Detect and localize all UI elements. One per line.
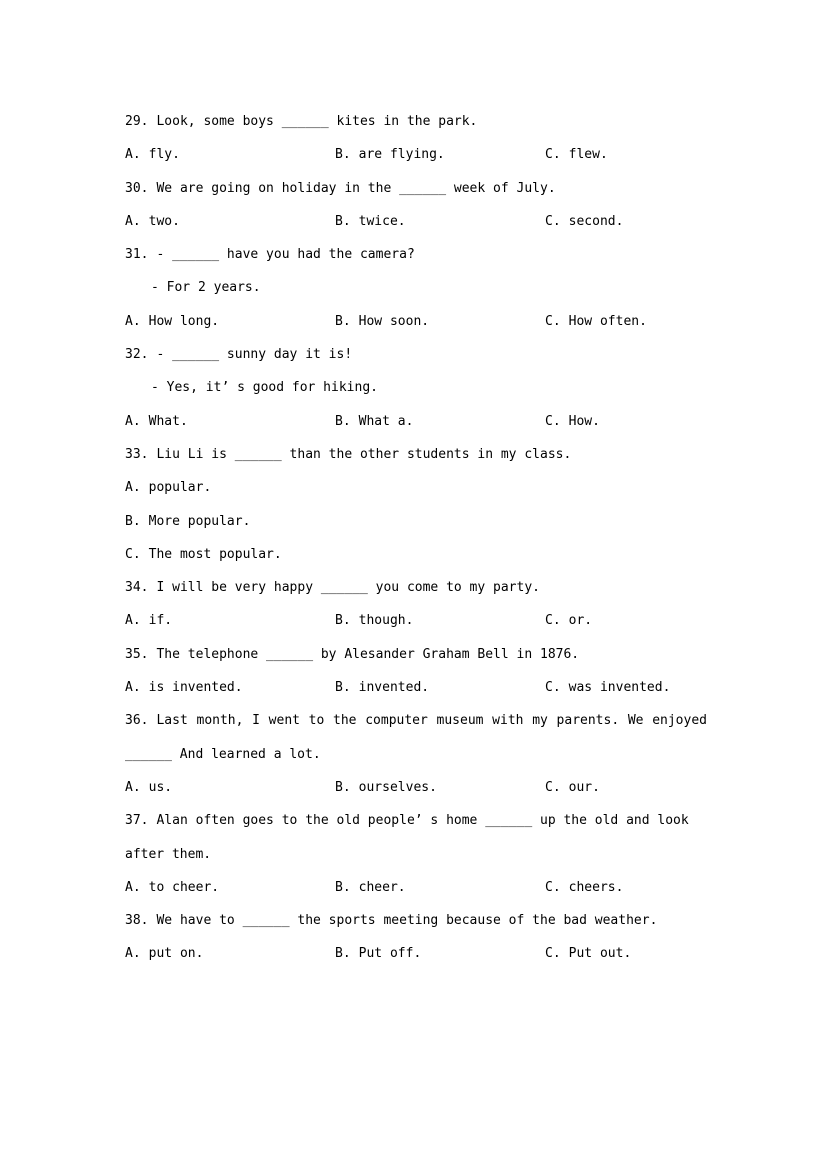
question-37-block xyxy=(125,804,707,904)
option-a xyxy=(125,871,335,904)
option-label: B. xyxy=(125,513,141,529)
question-number: 38. xyxy=(125,913,149,929)
question-text: I will be very happy ______ you come to my party. xyxy=(156,580,540,596)
question-number: 31. xyxy=(125,247,149,263)
option-c xyxy=(125,538,707,571)
question-32-block xyxy=(125,338,707,438)
option-c xyxy=(545,671,670,704)
options-row xyxy=(125,405,707,438)
question-line-2 xyxy=(125,371,707,404)
option-text: though. xyxy=(358,613,414,629)
question-line-2 xyxy=(125,271,707,304)
question-number: 36. xyxy=(125,713,149,729)
option-c xyxy=(545,871,623,904)
option-a xyxy=(125,604,335,637)
option-text: was invented. xyxy=(568,680,671,696)
options-row xyxy=(125,604,707,637)
option-text: is invented. xyxy=(148,680,243,696)
option-label: B. xyxy=(335,313,351,329)
option-label: C. xyxy=(545,779,561,795)
option-label: B. xyxy=(335,779,351,795)
option-b xyxy=(335,405,545,438)
option-label: A. xyxy=(125,313,141,329)
option-label: A. xyxy=(125,946,141,962)
question-31-block xyxy=(125,238,707,338)
option-label: C. xyxy=(125,546,141,562)
options-row xyxy=(125,138,707,171)
option-text: Put off. xyxy=(358,946,422,962)
question-line-2 xyxy=(125,738,707,771)
option-label: A. xyxy=(125,147,141,163)
question-text: Look, some boys ______ kites in the park. xyxy=(156,114,478,129)
question-30-block xyxy=(125,172,707,239)
option-text: are flying. xyxy=(358,147,445,163)
option-b xyxy=(335,205,545,238)
option-text: twice. xyxy=(358,213,406,229)
option-text: us. xyxy=(148,779,173,795)
option-c xyxy=(545,604,592,637)
option-label: C. xyxy=(545,147,561,163)
question-text: - ______ have you had the camera? xyxy=(156,247,415,263)
option-text: or. xyxy=(568,613,593,629)
option-b xyxy=(335,871,545,904)
question-text: - For 2 years. xyxy=(151,280,261,296)
option-text: Put out. xyxy=(568,946,632,962)
option-text: to cheer. xyxy=(148,879,220,895)
question-number: 32. xyxy=(125,347,149,363)
option-label: C. xyxy=(545,413,561,429)
option-label: A. xyxy=(125,413,141,429)
option-text: put on. xyxy=(148,946,204,962)
question-line xyxy=(125,704,707,737)
option-text: fly. xyxy=(148,147,180,163)
question-line xyxy=(125,172,707,205)
option-label: A. xyxy=(125,879,141,895)
option-label: A. xyxy=(125,613,141,629)
question-line xyxy=(125,338,707,371)
options-row xyxy=(125,305,707,338)
options-row xyxy=(125,871,707,904)
option-label: A. xyxy=(125,480,141,496)
options-row xyxy=(125,937,707,970)
options-row xyxy=(125,771,707,804)
question-text: We are going on holiday in the ______ week of July. xyxy=(156,180,556,196)
question-text: - Yes, it’ s good for hiking. xyxy=(151,380,378,396)
option-text: More popular. xyxy=(148,513,251,529)
question-text: The telephone ______ by Alesander Graham Bell in 1876. xyxy=(156,646,580,662)
options-row xyxy=(125,671,707,704)
option-label: B. xyxy=(335,213,351,229)
option-b xyxy=(335,138,545,171)
option-label: C. xyxy=(545,680,561,696)
option-c xyxy=(545,305,647,338)
option-c xyxy=(545,405,600,438)
option-label: C. xyxy=(545,946,561,962)
option-label: B. xyxy=(335,147,351,163)
option-text: popular. xyxy=(148,480,212,496)
option-a xyxy=(125,937,335,970)
option-a xyxy=(125,205,335,238)
option-text: cheer. xyxy=(358,879,406,895)
question-line xyxy=(125,571,707,604)
option-label: B. xyxy=(335,946,351,962)
option-b xyxy=(335,604,545,637)
option-label: C. xyxy=(545,613,561,629)
option-label: C. xyxy=(545,313,561,329)
question-33-block xyxy=(125,438,707,571)
question-36-block xyxy=(125,704,707,804)
option-text: How. xyxy=(568,413,600,429)
question-number: 34. xyxy=(125,580,149,596)
question-34-block xyxy=(125,571,707,638)
option-text: two. xyxy=(148,213,180,229)
option-c xyxy=(545,771,600,804)
question-number: 29. xyxy=(125,114,149,129)
option-c xyxy=(545,937,631,970)
option-a xyxy=(125,471,707,504)
option-label: B. xyxy=(335,413,351,429)
question-text: Liu Li is ______ than the other students in my class. xyxy=(156,446,572,462)
option-label: B. xyxy=(335,879,351,895)
question-text: ______ And learned a lot. xyxy=(125,746,321,762)
option-b xyxy=(125,505,707,538)
option-a xyxy=(125,671,335,704)
option-text: our. xyxy=(568,779,600,795)
option-text: How long. xyxy=(148,313,220,329)
option-text: flew. xyxy=(568,147,608,163)
option-label: C. xyxy=(545,213,561,229)
option-a xyxy=(125,305,335,338)
question-line xyxy=(125,904,707,937)
option-text: What a. xyxy=(358,413,414,429)
option-text: What. xyxy=(148,413,188,429)
option-text: if. xyxy=(148,613,173,629)
option-label: B. xyxy=(335,613,351,629)
question-29-block xyxy=(125,105,707,172)
option-c xyxy=(545,205,623,238)
option-text: cheers. xyxy=(568,879,624,895)
option-text: How often. xyxy=(568,313,647,329)
option-text: ourselves. xyxy=(358,779,437,795)
option-label: A. xyxy=(125,213,141,229)
question-line xyxy=(125,238,707,271)
option-b xyxy=(335,771,545,804)
question-35-block xyxy=(125,638,707,705)
question-number: 35. xyxy=(125,646,149,662)
question-line-2 xyxy=(125,838,707,871)
option-label: C. xyxy=(545,879,561,895)
option-a xyxy=(125,138,335,171)
option-text: second. xyxy=(568,213,624,229)
question-text: after them. xyxy=(125,846,212,862)
option-text: How soon. xyxy=(358,313,430,329)
question-text: - ______ sunny day it is! xyxy=(156,347,353,363)
option-label: B. xyxy=(335,680,351,696)
option-label: A. xyxy=(125,680,141,696)
question-line xyxy=(125,438,707,471)
question-number: 37. xyxy=(125,813,149,829)
option-c xyxy=(545,138,608,171)
question-38-block xyxy=(125,904,707,971)
question-line xyxy=(125,804,707,837)
question-text: Alan often goes to the old people’ s home ______ up the old and look xyxy=(156,813,689,829)
option-text: The most popular. xyxy=(148,546,282,562)
question-text: We have to ______ the sports meeting because of the bad weather. xyxy=(156,913,658,929)
option-label: A. xyxy=(125,779,141,795)
option-a xyxy=(125,405,335,438)
question-text: Last month, I went to the computer museum with my parents. We enjoyed xyxy=(156,713,707,729)
question-number: 30. xyxy=(125,180,149,196)
option-b xyxy=(335,305,545,338)
question-line xyxy=(125,638,707,671)
option-b xyxy=(335,937,545,970)
question-line xyxy=(125,105,707,138)
question-number: 33. xyxy=(125,446,149,462)
option-text: invented. xyxy=(358,680,430,696)
option-b xyxy=(335,671,545,704)
option-a xyxy=(125,771,335,804)
options-row xyxy=(125,205,707,238)
